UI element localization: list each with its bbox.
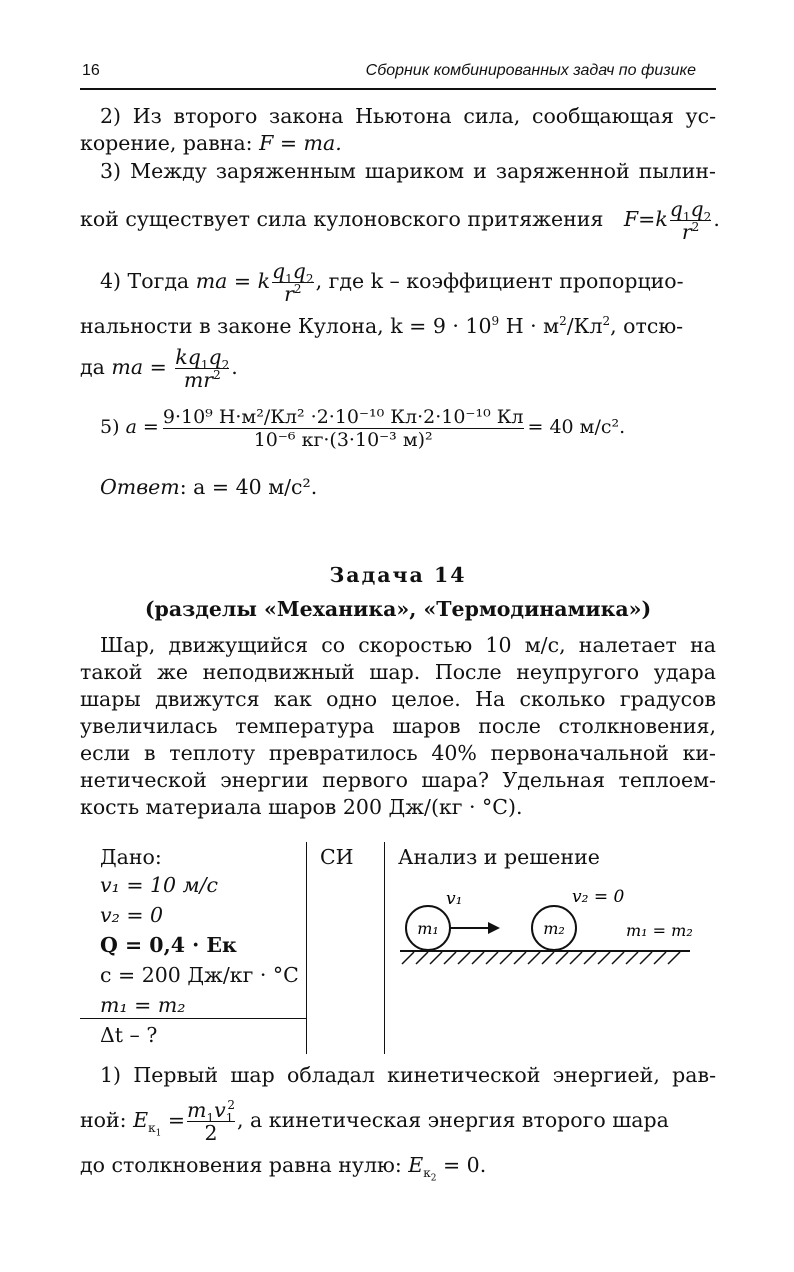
problem-title: Задача 14 [329,563,467,587]
book-title: Сборник комбинированных задач по физике [365,62,696,79]
problem-text-line: Шар, движущийся со скоростью 10 м/с, налетает на [100,633,716,657]
solution-1-line-3: до столкновения равна нулю: $E_{к_2} = 0$. [80,1153,487,1184]
step-3-line-2: кой существует сила кулоновского притяжения F=k $\frac{q_1q_2}{r^2}$ . [80,197,720,244]
coulomb-fraction: $\frac{q_1q_2}{r^2}$ [669,197,712,244]
find-item: Δt – ? [100,1023,158,1047]
given-item: c = 200 Дж/кг · °С [100,963,299,987]
step-5-line: 5) a = $\frac{\text{9·10⁹ Н·м²/Кл² ·2·10⁻¹⁰ Кл·2·10⁻¹⁰ Кл}}{\text{10⁻⁶ кг·(3·10⁻³ м)²}}$ = 40 м/с². [100,405,626,451]
solution-1-line-1: 1) Первый шар обладал кинетической энергией, рав- [100,1063,716,1087]
given-heading: Дано: [100,845,162,869]
given-item: v₁ = 10 м/с [100,873,218,897]
given-item: m₁ = m₂ [100,993,186,1017]
velocity-2-label: v₂ = 0 [572,887,625,907]
ball-1-label: m₁ [417,919,439,938]
page [80,0,720,1272]
si-divider [384,842,385,1054]
ball-2-label: m₂ [543,919,565,938]
step-2-line-2: корение, равна: F = ma. [80,131,342,155]
header-rule [80,88,716,90]
given-divider [306,842,307,1054]
given-table [80,842,716,1054]
problem-text-line: шары движутся как одно целое. На сколько градусов [80,687,716,711]
answer-line: Ответ: a = 40 м/с². [100,475,318,499]
step-4-line-3: да ma = $\frac{kq_1q_2}{mr^2}$ . [80,345,238,392]
ground-hatching [402,952,680,964]
collision-diagram [396,876,706,1006]
problem-text-line: если в теплоту превратилось 40% первоначальной ки- [80,741,716,765]
step-2-line-1: 2) Из второго закона Ньютона сила, сообщающая ус- [100,104,716,128]
si-heading: СИ [320,845,354,869]
mass-equality-label: m₁ = m₂ [626,921,693,940]
analysis-heading: Анализ и решение [398,845,600,869]
problem-text-line: кость материала шаров 200 Дж/(кг · °С). [80,795,523,819]
page-number: 16 [82,62,100,79]
given-item: Q = 0,4 · Eк [100,933,237,957]
arrow-head-icon [488,922,500,934]
step-3-line-1: 3) Между заряженным шариком и заряженной пылин- [100,159,716,183]
velocity-1-label: v₁ [446,889,463,909]
step-4-line-2: нальности в законе Кулона, $k = 9 \cdot 10^9$ $Н \cdot м^2/Кл^2$, отсю- [80,314,684,338]
problem-sections: (разделы «Механика», «Термодинамика») [144,597,652,621]
problem-text-line: нетической энергии первого шара? Удельная теплоем- [80,768,716,792]
problem-text-line: увеличилась температура шаров после столкновения, [80,714,716,738]
step-4-line-1: 4) Тогда ma = k $\frac{q_1q_2}{r^2}$ , где k – коэффициент пропорцио- [100,259,684,306]
running-header [80,62,716,86]
solution-1-line-2: ной: $E_{к_1}$ = $\frac{m_1v_1^2}{2}$ , а кинетическая энергия второго шара [80,1098,669,1145]
given-item: v₂ = 0 [100,903,164,927]
problem-text-line: такой же неподвижный шар. После неупругого удара [80,660,716,684]
